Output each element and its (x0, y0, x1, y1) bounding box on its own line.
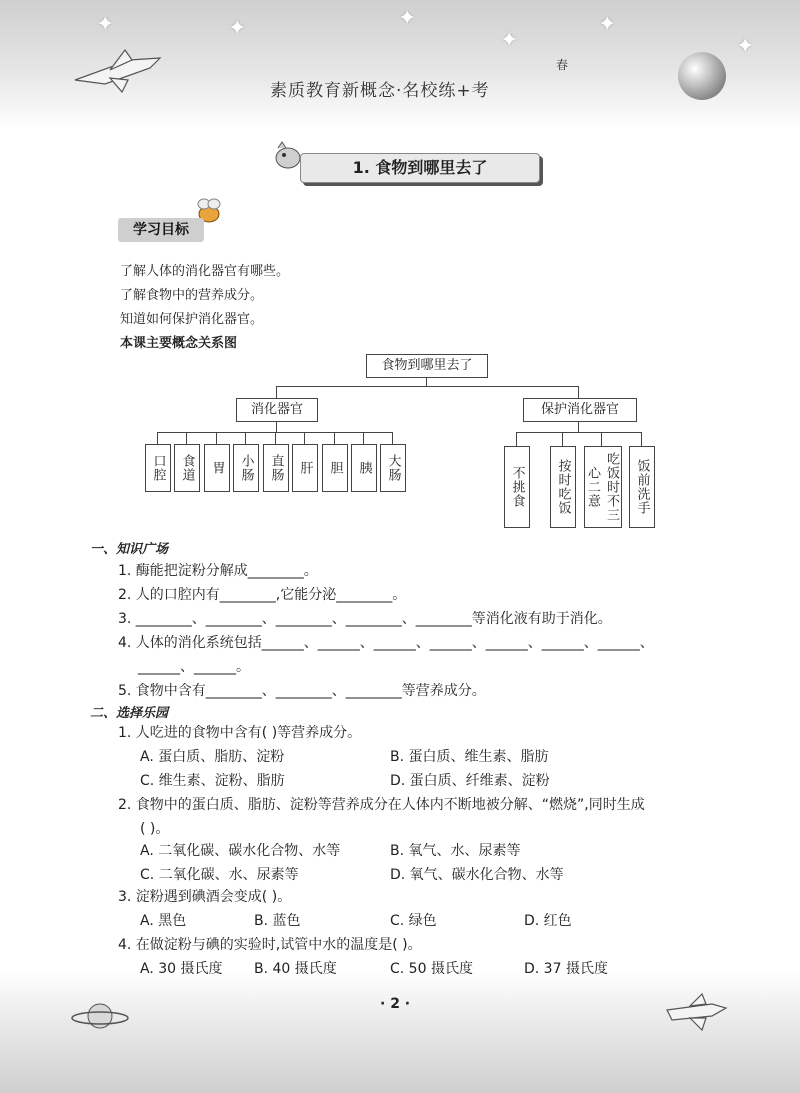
choice-question-stem: 3. 淀粉遇到碘酒会变成( )。 (118, 889, 292, 905)
concept-branch-digestive-organs: 消化器官 (236, 398, 318, 422)
concept-leaf: 胃 (204, 444, 230, 492)
concept-leaf: 饭前洗手 (629, 446, 655, 528)
learning-goals-badge: 学习目标 (118, 218, 204, 242)
concept-leaf: 吃饭时不三心二意 (584, 446, 622, 528)
concept-root: 食物到哪里去了 (366, 354, 488, 378)
planet-icon (678, 52, 726, 100)
choice-option: B. 蛋白质、维生素、脂肪 (390, 749, 549, 765)
fill-question: 4. 人体的消化系统包括______、______、______、______、______、______、______、 (118, 635, 654, 651)
space-shuttle-icon (662, 990, 732, 1036)
concept-map-title: 本课主要概念关系图 (120, 336, 238, 351)
choice-question-stem: 1. 人吃进的食物中含有( )等营养成分。 (118, 725, 362, 741)
star-icon: ✦ (398, 6, 417, 31)
choice-option: C. 维生素、淀粉、脂肪 (140, 773, 285, 789)
fill-question: 2. 人的口腔内有________,它能分泌________。 (118, 587, 407, 603)
choice-option: D. 37 摄氏度 (524, 961, 608, 977)
choice-option: A. 30 摄氏度 (140, 961, 223, 977)
star-icon: ✦ (598, 12, 617, 37)
concept-leaf: 胰 (351, 444, 377, 492)
concept-leaf: 直肠 (263, 444, 289, 492)
fill-question: 1. 酶能把淀粉分解成________。 (118, 563, 318, 579)
section-heading-knowledge: 一、知识广场 (90, 542, 169, 557)
choice-question-stem: 4. 在做淀粉与碘的实验时,试管中水的温度是( )。 (118, 937, 422, 953)
choice-option: B. 40 摄氏度 (254, 961, 337, 977)
star-icon: ✦ (736, 34, 755, 59)
choice-question-stem: 2. 食物中的蛋白质、脂肪、淀粉等营养成分在人体内不断地被分解、“燃烧”,同时生成 (118, 797, 645, 813)
goal-item: 知道如何保护消化器官。 (120, 312, 264, 327)
concept-leaf: 肝 (292, 444, 318, 492)
series-title: 素质教育新概念·名校练+考 (270, 81, 490, 101)
concept-leaf: 口腔 (145, 444, 171, 492)
concept-branch-protect-organs: 保护消化器官 (523, 398, 637, 422)
concept-leaf: 大肠 (380, 444, 406, 492)
star-icon: ✦ (500, 28, 519, 53)
star-icon: ✦ (96, 12, 115, 37)
choice-option: B. 蓝色 (254, 913, 301, 929)
choice-question-stem-continued: ( )。 (140, 821, 170, 837)
concept-leaf: 食道 (174, 444, 200, 492)
concept-leaf: 不挑食 (504, 446, 530, 528)
saturn-planet-icon (68, 996, 132, 1036)
goal-item: 了解人体的消化器官有哪些。 (120, 264, 290, 279)
choice-option: A. 黑色 (140, 913, 187, 929)
choice-option: C. 50 摄氏度 (390, 961, 473, 977)
space-shuttle-icon (70, 40, 170, 100)
choice-option: D. 蛋白质、纤维素、淀粉 (390, 773, 550, 789)
page-number: · 2 · (380, 996, 411, 1012)
chapter-title: 1. 食物到哪里去了 (300, 153, 540, 183)
choice-option: C. 绿色 (390, 913, 437, 929)
fill-question-continued: ______、______。 (138, 659, 250, 675)
concept-leaf: 按时吃饭 (550, 446, 576, 528)
goal-item: 了解食物中的营养成分。 (120, 288, 264, 303)
section-heading-choice: 二、选择乐园 (90, 706, 169, 721)
choice-option: B. 氧气、水、尿素等 (390, 843, 521, 859)
choice-option: D. 红色 (524, 913, 572, 929)
fill-question: 5. 食物中含有________、________、________等营养成分。 (118, 683, 486, 699)
concept-leaf: 小肠 (233, 444, 259, 492)
choice-option: C. 二氧化碳、水、尿素等 (140, 867, 299, 883)
season-label: 春 (556, 58, 569, 72)
choice-option: A. 蛋白质、脂肪、淀粉 (140, 749, 285, 765)
choice-option: A. 二氧化碳、碳水化合物、水等 (140, 843, 341, 859)
fill-question: 3. ________、________、________、________、________等消化液有助于消化。 (118, 611, 612, 627)
star-icon: ✦ (228, 16, 247, 41)
concept-leaf: 胆 (322, 444, 348, 492)
choice-option: D. 氧气、碳水化合物、水等 (390, 867, 564, 883)
